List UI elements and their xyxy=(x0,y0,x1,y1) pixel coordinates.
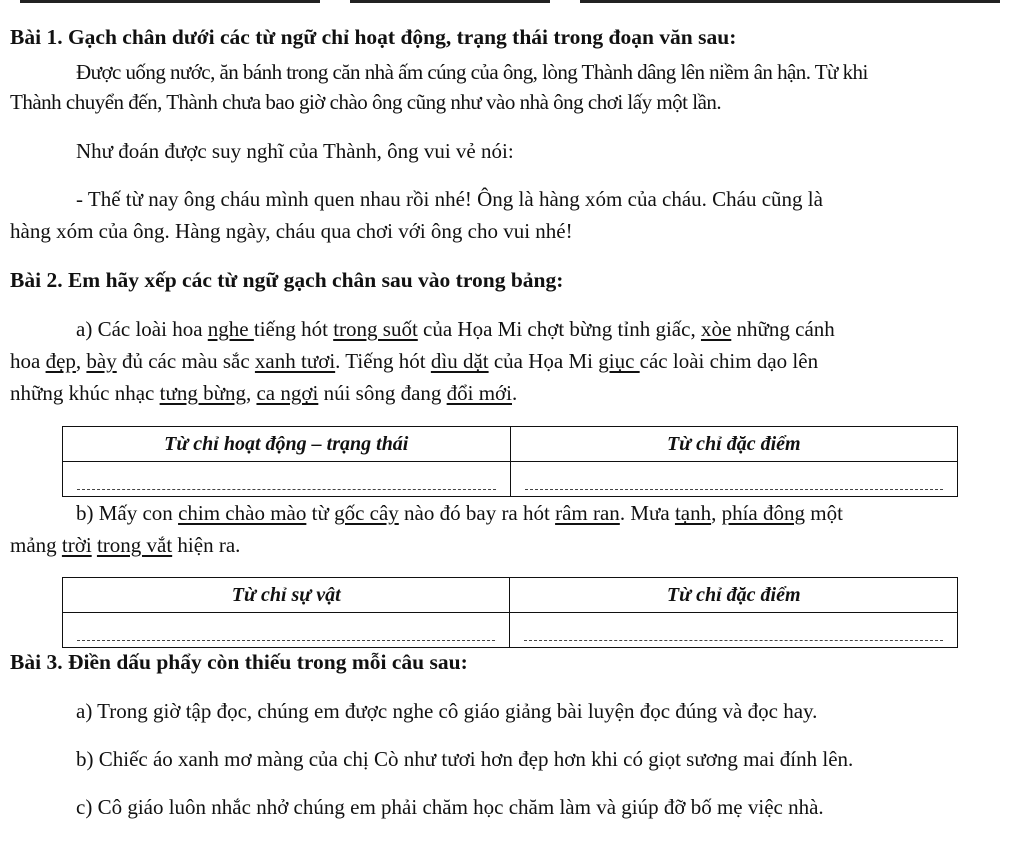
table-b xyxy=(62,577,958,648)
underlined-word: ca ngợi xyxy=(256,381,319,405)
table-b-header-col2: Từ chỉ đặc điểm xyxy=(510,578,958,613)
bai3-sentence-c: c) Cô giáo luôn nhắc nhở chúng em phải chăm học chăm làm và giúp đỡ bố mẹ việc nhà. xyxy=(76,795,824,819)
underlined-word: giục xyxy=(598,349,640,373)
underlined-word: tưng bừng xyxy=(159,381,246,405)
bai1-paragraph3-line1: - Thế từ nay ông cháu mình quen nhau rồi nhé! Ông là hàng xóm của cháu. Cháu cũng là xyxy=(76,187,823,211)
underlined-word: trong vắt xyxy=(96,533,173,557)
bai2-a-line3: những khúc nhạc tưng bừng, ca ngợi núi sông đang đổi mới. xyxy=(10,381,518,405)
underlined-word: trời xyxy=(61,533,92,557)
table-a-header-col2: Từ chỉ đặc điểm xyxy=(510,427,958,462)
dotted-answer-line xyxy=(525,469,944,490)
bai3-sentence-b: b) Chiếc áo xanh mơ màng của chị Cò như tươi hơn đẹp hơn khi có giọt sương mai đính lên. xyxy=(76,747,854,771)
underlined-word: dìu dặt xyxy=(430,349,489,373)
bai2-title: Bài 2. Em hãy xếp các từ ngữ gạch chân sau vào trong bảng: xyxy=(10,268,564,292)
dotted-answer-line xyxy=(77,469,496,490)
bai3-title: Bài 3. Điền dấu phẩy còn thiếu trong mỗi câu sau: xyxy=(10,650,468,674)
underlined-word: tạnh xyxy=(674,501,712,525)
table-a-header-col1: Từ chỉ hoạt động – trạng thái xyxy=(63,427,511,462)
underlined-word: xanh tươi xyxy=(254,349,336,373)
bai1-paragraph2: Như đoán được suy nghĩ của Thành, ông vui vẻ nói: xyxy=(76,139,514,163)
table-b-header-col1: Từ chỉ sự vật xyxy=(63,578,510,613)
bai1-title: Bài 1. Gạch chân dưới các từ ngữ chỉ hoạt động, trạng thái trong đoạn văn sau: xyxy=(10,25,737,49)
underlined-word: bày xyxy=(86,349,117,373)
table-b-answer-col2[interactable] xyxy=(510,613,958,648)
underlined-word: râm ran xyxy=(555,501,620,525)
underlined-word: gốc cây xyxy=(334,501,399,525)
bai2-b-line1: b) Mấy con chim chào mào từ gốc cây nào đó bay ra hót râm ran. Mưa tạnh, phía đông một xyxy=(76,501,843,525)
dotted-answer-line xyxy=(77,620,495,641)
bai2-a-line1: a) Các loài hoa nghe tiếng hót trong suốt của Họa Mi chợt bừng tỉnh giấc, xòe những cánh xyxy=(76,317,835,341)
table-a-answer-col1[interactable] xyxy=(63,462,511,497)
underlined-word: chim chào mào xyxy=(178,501,307,525)
table-a-answer-col2[interactable] xyxy=(510,462,958,497)
underlined-word: đổi mới xyxy=(446,381,512,405)
bai1-paragraph1-line1: Được uống nước, ăn bánh trong căn nhà ấm cúng của ông, lòng Thành dâng lên niềm ân hận. Từ khi xyxy=(76,60,868,84)
underlined-word: đẹp xyxy=(45,349,76,373)
dotted-answer-line xyxy=(524,620,943,641)
underlined-word: trong suốt xyxy=(333,317,418,341)
underlined-word: nghe xyxy=(207,317,254,341)
cropped-previous-line xyxy=(0,0,1024,4)
bai1-paragraph1-line2: Thành chuyển đến, Thành chưa bao giờ chào ông cũng như vào nhà ông chơi lấy một lần. xyxy=(10,90,722,114)
underlined-word: phía đông xyxy=(721,501,805,525)
bai1-paragraph3-line2: hàng xóm của ông. Hàng ngày, cháu qua chơi với ông cho vui nhé! xyxy=(10,219,573,243)
bai2-a-line2: hoa đẹp, bày đủ các màu sắc xanh tươi. Tiếng hót dìu dặt của Họa Mi giục các loài chim dạo lên xyxy=(10,349,819,373)
table-b-answer-col1[interactable] xyxy=(63,613,510,648)
underlined-word: xòe xyxy=(700,317,732,341)
bai2-b-line2: mảng trời trong vắt hiện ra. xyxy=(10,533,241,557)
bai3-sentence-a: a) Trong giờ tập đọc, chúng em được nghe cô giáo giảng bài luyện đọc đúng và đọc hay. xyxy=(76,699,818,723)
table-a xyxy=(62,426,958,497)
